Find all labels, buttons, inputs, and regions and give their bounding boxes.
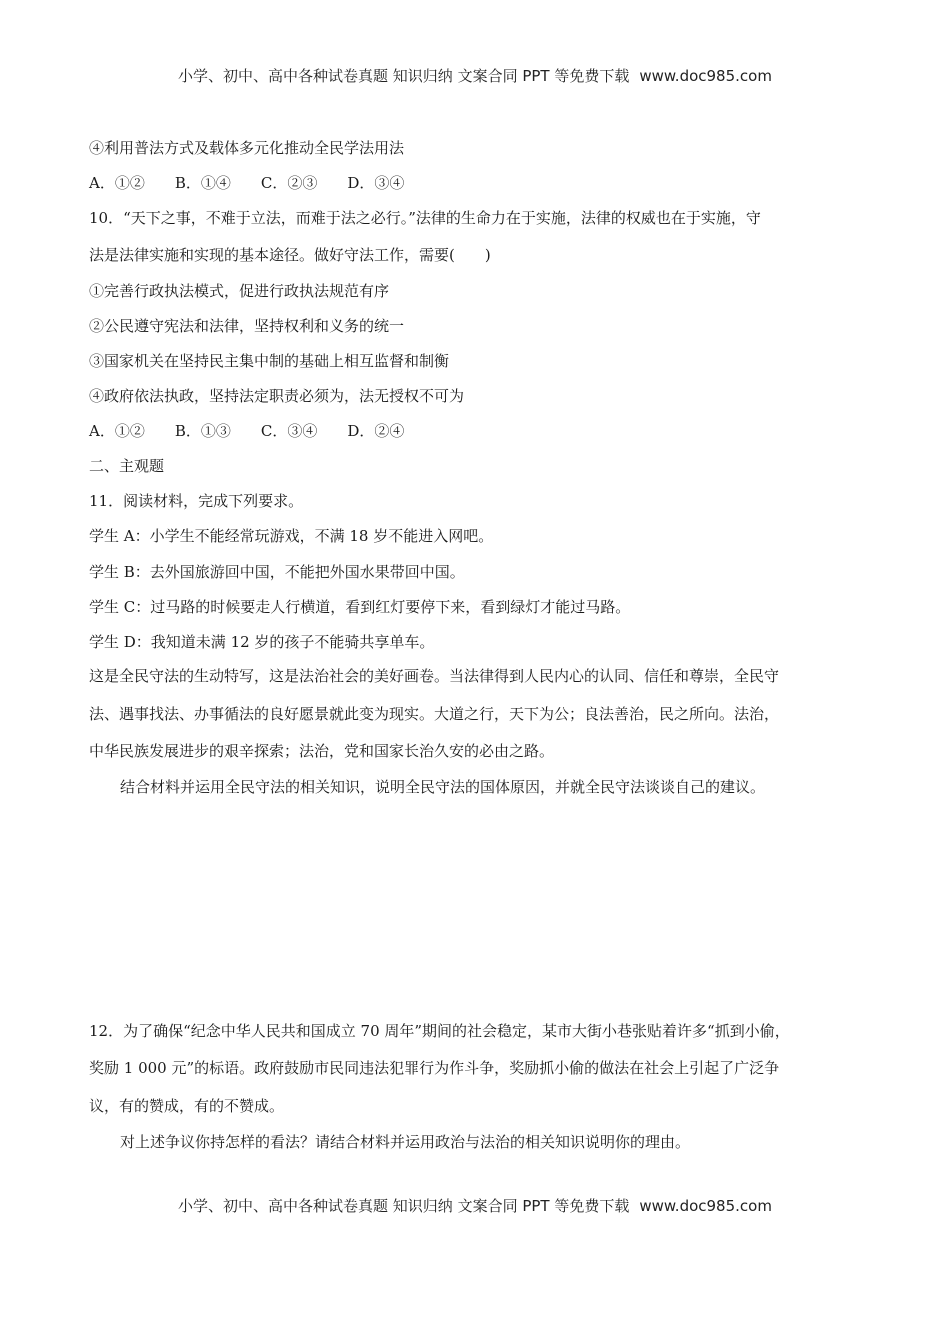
q11-student-d: 学生 D：我知道未满 12 岁的孩子不能骑共享单车。	[89, 633, 435, 651]
header-banner-url[interactable]: www.doc985.com	[639, 67, 772, 85]
q11-question: 结合材料并运用全民守法的相关知识，说明全民守法的国体原因，并就全民守法谈谈自己的建议。	[120, 778, 766, 796]
q12-question: 对上述争议你持怎样的看法？请结合材料并运用政治与法治的相关知识说明你的理由。	[120, 1133, 691, 1151]
footer-banner	[0, 1195, 950, 1216]
q11-student-c: 学生 C：过马路的时候要走人行横道，看到红灯要停下来，看到绿灯才能过马路。	[89, 598, 631, 616]
q9-choice-c: C．②③	[260, 174, 318, 192]
q12-stem-line-2: 奖励 1 000 元”的标语。政府鼓励市民同违法犯罪行为作斗争，奖励抓小偷的做法在社会上引起了广泛争	[89, 1059, 780, 1077]
q10-option-2: ②公民遵守宪法和法律，坚持权利和义务的统一	[89, 317, 405, 335]
footer-banner-text: 小学、初中、高中各种试卷真题 知识归纳 文案合同 PPT 等免费下载	[178, 1197, 630, 1215]
q9-choice-b: B．①④	[174, 174, 231, 192]
q10-stem-line-1: 10．“天下之事，不难于立法，而难于法之必行。”法律的生命力在于实施，法律的权威也在于实施，守	[89, 209, 761, 227]
q11-material-line-1: 这是全民守法的生动特写，这是法治社会的美好画卷。当法律得到人民内心的认同、信任和尊崇，全民守	[89, 667, 780, 685]
q10-choice-c: C．③④	[260, 422, 318, 440]
q9-choices	[89, 173, 434, 193]
header-banner	[0, 65, 950, 86]
footer-banner-url[interactable]: www.doc985.com	[639, 1197, 772, 1215]
q9-choice-d: D．③④	[347, 174, 405, 192]
q10-choice-a: A．①②	[89, 422, 145, 440]
q11-material-line-3: 中华民族发展进步的艰辛探索；法治，党和国家长治久安的必由之路。	[89, 742, 555, 760]
q9-option-4: ④利用普法方式及载体多元化推动全民学法用法	[89, 139, 405, 157]
header-banner-text: 小学、初中、高中各种试卷真题 知识归纳 文案合同 PPT 等免费下载	[178, 67, 630, 85]
q10-choice-d: D．②④	[347, 422, 405, 440]
q10-choice-b: B．①③	[174, 422, 231, 440]
q11-student-b: 学生 B：去外国旅游回中国，不能把外国水果带回中国。	[89, 563, 465, 581]
q11-stem: 11．阅读材料，完成下列要求。	[89, 492, 304, 510]
q10-option-3: ③国家机关在坚持民主集中制的基础上相互监督和制衡	[89, 352, 450, 370]
section-title: 二、主观题	[89, 457, 165, 475]
q9-choice-a: A．①②	[89, 174, 145, 192]
q10-option-1: ①完善行政执法模式，促进行政执法规范有序	[89, 282, 390, 300]
q12-stem-line-3: 议，有的赞成，有的不赞成。	[89, 1097, 285, 1115]
q10-option-4: ④政府依法执政，坚持法定职责必须为，法无授权不可为	[89, 387, 465, 405]
q10-stem-line-2: 法是法律实施和实现的基本途径。做好守法工作，需要( )	[89, 246, 491, 264]
q10-choices	[89, 421, 434, 441]
q11-student-a: 学生 A：小学生不能经常玩游戏，不满 18 岁不能进入网吧。	[89, 527, 494, 545]
q11-material-line-2: 法、遇事找法、办事循法的良好愿景就此变为现实。大道之行，天下为公；良法善治，民之所向。法治，	[89, 705, 780, 723]
q12-stem-line-1: 12．为了确保“纪念中华人民共和国成立 70 周年”期间的社会稳定，某市大街小巷张贴着许多“抓到小偷，	[89, 1022, 790, 1040]
